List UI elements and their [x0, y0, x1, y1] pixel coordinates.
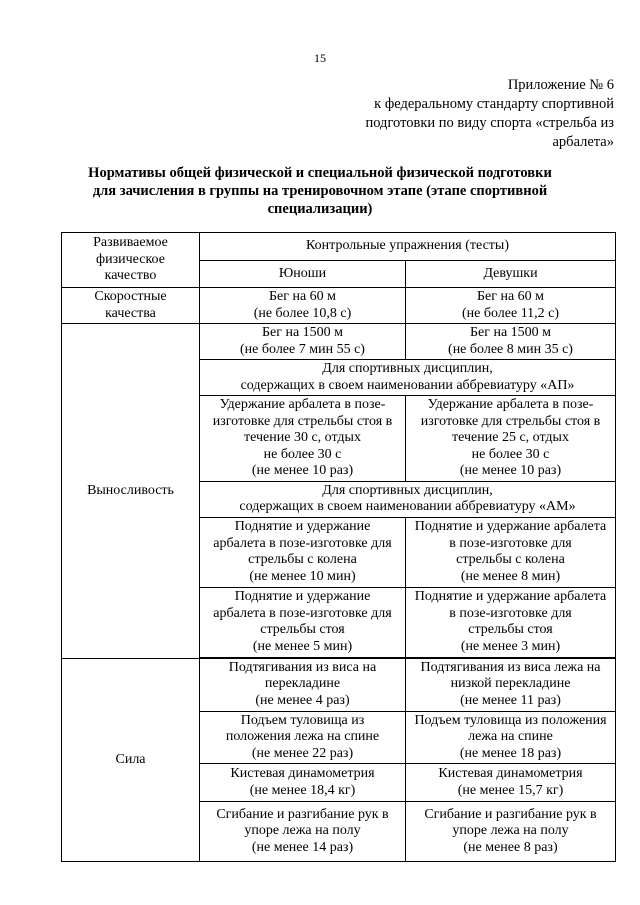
cell-text-line: (не менее 18 раз) — [459, 745, 562, 761]
cell-text-line: течение 25 с, отдых — [452, 430, 569, 445]
cell-text-line: упоре лежа на полу — [244, 823, 361, 839]
cell-text-line: течение 30 с, отдых — [244, 430, 361, 445]
cell-text-line: (не менее 11 раз) — [460, 692, 561, 708]
pushups-boys-cell — [200, 802, 406, 862]
am-stand-boys-cell — [200, 587, 406, 657]
cell-text-line: Бег на 60 м — [268, 289, 337, 304]
cell-text-line: (не менее 3 мин) — [460, 638, 561, 654]
cell-text-line: Поднятие и удержание арбалета — [414, 589, 607, 604]
cell-text-line: изготовке для стрельбы стоя в — [212, 413, 393, 429]
speed-label-cell — [62, 288, 200, 324]
grip-boys-cell — [200, 764, 406, 802]
cell-text-line: Бег на 1500 м — [261, 325, 344, 340]
cell-text-line: (не менее 8 мин) — [460, 568, 561, 584]
cell-text-line: содержащих в своем наименовании аббревиатуру «АМ» — [239, 499, 576, 514]
cell-text-line: Кистевая динамометрия — [438, 766, 583, 781]
situps-girls-cell — [406, 711, 616, 764]
cell-text-line: Подъем туловища из — [240, 712, 365, 728]
strength-label-cell: Сила — [62, 658, 200, 862]
cell-text-line: (не менее 10 раз) — [459, 463, 562, 478]
cell-text-line: (не менее 4 раз) — [255, 692, 350, 708]
cell-text-line: Развиваемое — [93, 235, 168, 251]
cell-text-line: стрельбы с колена — [456, 552, 565, 567]
ap-section-header — [200, 360, 616, 396]
speed-boys-cell — [200, 288, 406, 324]
cell-text-line: стрельбы стоя — [260, 622, 345, 637]
appendix-note — [334, 76, 614, 152]
cell-text-line: перекладине — [264, 676, 341, 692]
cell-text-line: Подъем туловища из положения — [414, 712, 607, 728]
cell-text-line: не более 30 с — [471, 446, 550, 462]
cell-text-line: физическое — [96, 251, 165, 267]
am-knee-girls-cell — [406, 517, 616, 587]
header-boys-cell: Юноши — [200, 261, 406, 288]
am-stand-girls-cell — [406, 587, 616, 657]
pullups-girls-cell — [406, 658, 616, 711]
cell-text-line: Сгибание и разгибание рук в — [424, 806, 597, 822]
cell-text-line: Поднятие и удержание арбалета — [414, 519, 607, 534]
header-girls-cell: Девушки — [406, 261, 616, 288]
page-number: 15 — [314, 51, 326, 65]
cell-text-line: качества — [105, 305, 156, 321]
title-line: Нормативы общей физической и специальной физической подготовки — [88, 165, 552, 181]
appendix-line: Приложение № 6 — [507, 77, 614, 93]
cell-text-line: арбалета в позе-изготовке для — [213, 535, 392, 551]
cell-text-line: Удержание арбалета в позе- — [427, 397, 594, 412]
run1500-girls-cell — [406, 324, 616, 360]
speed-girls-cell — [406, 288, 616, 324]
cell-text-line: изготовке для стрельбы стоя в — [420, 413, 601, 429]
cell-text-line: (не менее 22 раз) — [251, 745, 354, 761]
appendix-line: к федеральному стандарту спортивной — [374, 96, 614, 112]
cell-text-line: Кистевая динамометрия — [230, 766, 375, 781]
run1500-boys-cell — [200, 324, 406, 360]
cell-text-line: стрельбы стоя — [468, 622, 553, 637]
header-exercises-cell: Контрольные упражнения (тесты) — [200, 233, 616, 261]
cell-text-line: арбалета в позе-изготовке для — [213, 605, 392, 621]
cell-text-line: лежа на спине — [468, 729, 553, 744]
cell-text-line: (не более 11,2 с) — [461, 305, 560, 321]
document-title — [60, 164, 580, 218]
pushups-girls-cell — [406, 802, 616, 862]
cell-text-line: (не более 10,8 с) — [253, 305, 352, 321]
cell-text-line: (не менее 5 мин) — [252, 638, 353, 654]
cell-text-line: качество — [104, 268, 157, 284]
cell-text-line: не более 30 с — [263, 446, 342, 462]
cell-text-line: Подтягивания из виса лежа на — [420, 659, 601, 675]
pullups-boys-cell — [200, 658, 406, 711]
grip-girls-cell — [406, 764, 616, 802]
cell-text-line: стрельбы с колена — [248, 552, 357, 567]
cell-text-line: Подтягивания из виса на — [228, 659, 377, 675]
appendix-line: арбалета» — [552, 134, 614, 150]
appendix-line: подготовки по виду спорта «стрельба из — [365, 115, 614, 131]
cell-text-line: (не менее 15,7 кг) — [457, 782, 564, 798]
cell-text-line: в позе-изготовке для — [449, 535, 572, 551]
cell-text-line: содержащих в своем наименовании аббревиатуру «АП» — [240, 377, 575, 393]
cell-text-line: (не менее 10 мин) — [249, 568, 356, 584]
norms-table — [61, 232, 616, 862]
am-section-header — [200, 481, 616, 517]
ap-girls-cell — [406, 396, 616, 482]
am-knee-boys-cell — [200, 517, 406, 587]
cell-text-line: низкой перекладине — [450, 676, 571, 692]
cell-text-line: Бег на 1500 м — [469, 325, 552, 340]
situps-boys-cell — [200, 711, 406, 764]
cell-text-line: Сгибание и разгибание рук в — [216, 806, 389, 822]
cell-text-line: в позе-изготовке для — [449, 605, 572, 621]
cell-text-line: Поднятие и удержание — [234, 589, 371, 604]
cell-text-line: (не менее 10 раз) — [251, 463, 354, 478]
cell-text-line: положения лежа на спине — [225, 729, 380, 744]
title-line: для зачисления в группы на тренировочном этапе (этапе спортивной — [92, 183, 548, 199]
endurance-label-cell: Выносливость — [62, 324, 200, 659]
cell-text-line: (не менее 18,4 кг) — [249, 782, 356, 798]
title-line: специализации) — [267, 201, 373, 217]
cell-text-line: Поднятие и удержание — [234, 519, 371, 534]
ap-boys-cell — [200, 396, 406, 482]
cell-text-line: (не менее 8 раз) — [463, 839, 558, 855]
cell-text-line: Для спортивных дисциплин, — [322, 482, 493, 498]
cell-text-line: (не более 8 мин 35 с) — [448, 341, 573, 357]
header-quality-cell — [62, 233, 200, 288]
cell-text-line: (не менее 14 раз) — [251, 839, 354, 855]
cell-text-line: Удержание арбалета в позе- — [219, 397, 386, 412]
cell-text-line: Для спортивных дисциплин, — [322, 361, 493, 376]
cell-text-line: Скоростные — [94, 289, 167, 304]
cell-text-line: Бег на 60 м — [476, 289, 545, 304]
cell-text-line: упоре лежа на полу — [452, 823, 569, 839]
cell-text-line: (не более 7 мин 55 с) — [240, 341, 365, 357]
